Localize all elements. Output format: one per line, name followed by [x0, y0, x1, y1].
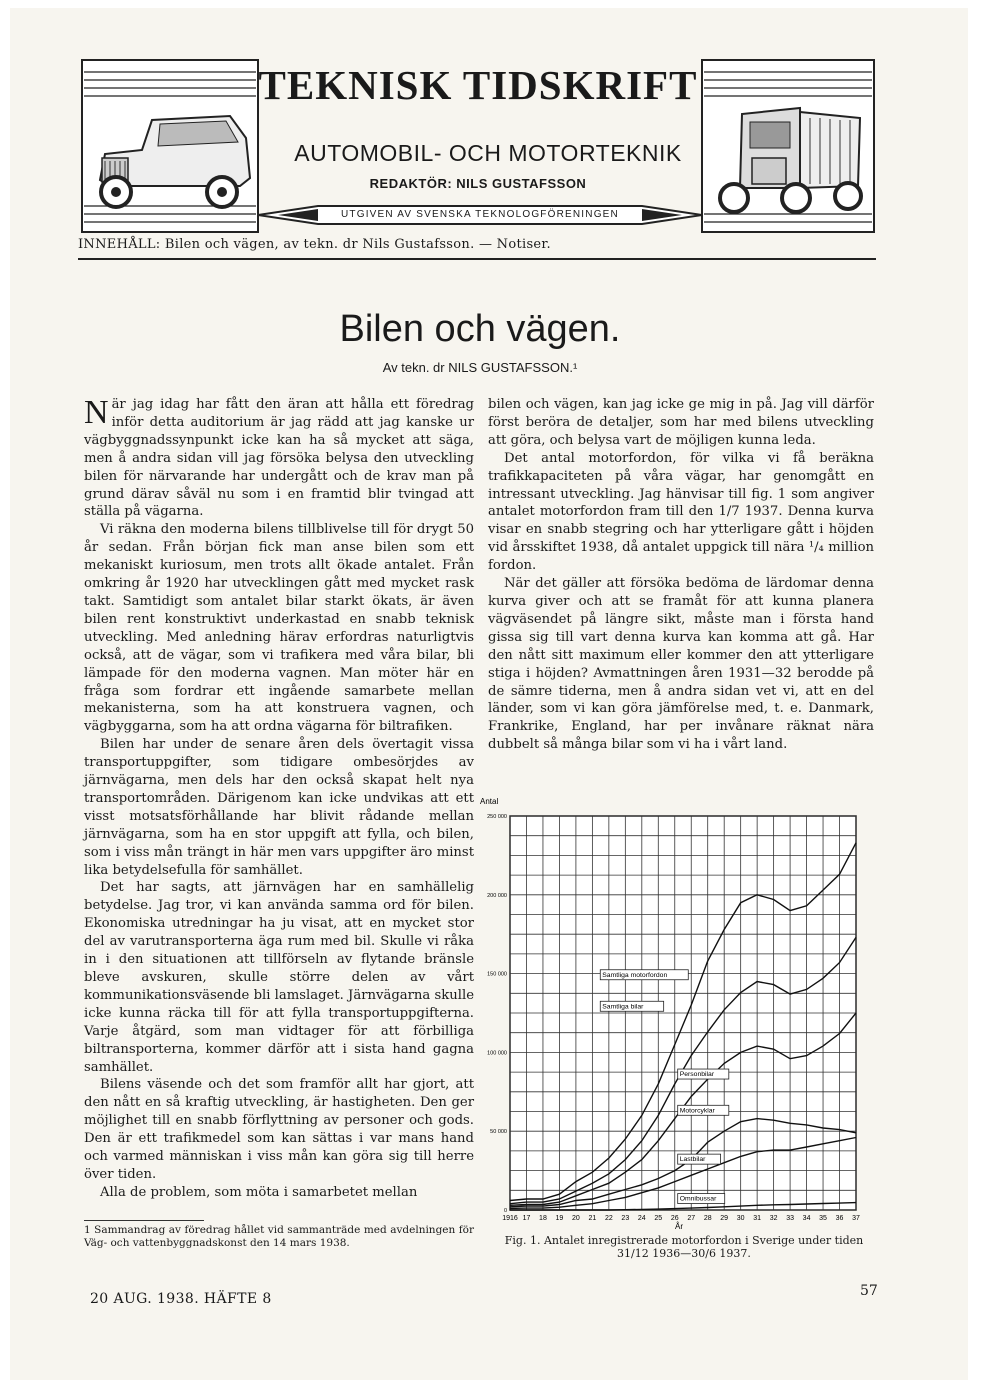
- vehicle-registration-chart: [476, 792, 876, 1232]
- paragraph: Det har sagts, att järnvägen har en samhällelig betydelse. Jag tror, vi kan använda samma ord för bilen. Ekonomiska utredningar ha ju visat, att en mycket stor del av varutransporterna äga rum med bil. Skulle vi råka in i den situationen att tillförseln av flytande bränsle bleve avskuren, skulle större delen av vårt kommunikationsväsende bli lamslaget. Järnvägarna skulle icke kunna räcka till för att fylla transportuppgifterna. Varje åtgärd, som man vidtager för att förbilliga biltransporterna, kommer därför att i sista hand gagna samhället.: [84, 880, 474, 1075]
- left-column: [84, 396, 474, 1202]
- x-tick-label: 17: [522, 1215, 531, 1222]
- y-tick-label: 100 000: [487, 1050, 507, 1057]
- series-label: Omnibussar: [679, 1195, 717, 1203]
- figure-caption: Fig. 1. Antalet inregistrerade motorfordon i Sverige under tiden 31/12 1936—30/6 1937.: [504, 1234, 864, 1260]
- table-of-contents: INNEHÅLL: Bilen och vägen, av tekn. dr Nils Gustafsson. — Notiser.: [78, 237, 551, 252]
- paragraph: Alla de problem, som möta i samarbetet mellan: [100, 1184, 418, 1200]
- y-tick-label: 200 000: [487, 892, 507, 899]
- y-tick-label: 150 000: [487, 971, 507, 978]
- car-illustration-left: [80, 58, 260, 236]
- page-number: 57: [860, 1283, 878, 1299]
- masthead-subtitle: AUTOMOBIL- OCH MOTORTEKNIK: [294, 140, 682, 166]
- paragraph: När det gäller att försöka bedöma de lärdomar denna kurva giver och att se framåt för att kunna planera vägväsendet på längre sikt, måste man i första hand gissa sig till vart denna kurva kan komma att gå. Har den nått sitt maximum eller kommer den att ytterligare stiga i höjden? Avmattningen åren 1931—32 berodde på de sämre tiderna, men å andra sidan vet vi, att en del länder, som vi kan göra jämförelse med, t. e. Danmark, Frankrike, England, har per invånare räknat nära dubbelt så många bilar som vi ha i vårt land.: [488, 576, 874, 753]
- x-tick-label: 28: [703, 1215, 712, 1222]
- y-tick-label: 0: [503, 1208, 507, 1214]
- masthead-publisher: UTGIVEN AV SVENSKA TEKNOLOGFÖRENINGEN: [341, 209, 619, 220]
- paragraph: Vi räkna den moderna bilens tillblivelse till för drygt 50 år sedan. Från början fick man anse bilen som ett mekaniskt kuriosum, men trots allt ökade antalet. Från omkring år 1920 har utvecklingen gått med mycket rask takt. Samtidigt som antalet bilar starkt ökats, är även bilen rent konstruktivt underkastad en snabb teknisk utveckling. Med anledning härav erfordras naturligtvis också, att de vägar, som vi trafikera med våra bilar, bli lämpade för den moderna vagnen. Man möter här en fråga som fordrar ett ingående samarbete mellan mekanisterna, som ha att konstruera vagnen, och vägbyggarna, som ha att ordna vägarna för biltrafiken.: [84, 522, 474, 735]
- paragraph: När jag idag har fått den äran att hålla ett föredrag inför detta auditorium är jag rädd att jag kanske ur vägbyggnadssynpunkt icke kan ha så mycket att säga, men å andra sidan vill jag försöka belysa den utveckling bilen för närvarande har undergått och de krav man på grund därav såväl nu som i en framtid blir tvingad att ställa på vägarna.: [84, 394, 474, 520]
- y-tick-label: 250 000: [487, 814, 507, 820]
- footnote: 1 Sammandrag av föredrag hållet vid sammanträde med avdelningen för Väg- och vattenbyggnadskonst den 14 mars 1938.: [84, 1224, 474, 1249]
- x-tick-label: 31: [753, 1215, 762, 1222]
- x-tick-label: 25: [654, 1215, 663, 1222]
- y-axis-label: Antal: [480, 797, 499, 806]
- issue-info: 20 AUG. 1938. HÄFTE 8: [90, 1291, 272, 1307]
- paragraph: Det antal motorfordon, för vilka vi få beräkna trafikkapaciteten på våra vägar, har genomgått en intressant utveckling. Jag hänvisar till fig. 1 som angiver antalet motorfordon fram till den 1/7 1937. Denna kurva visar en snabb stegring och har ytterligare gått i höjden vid årsskiftet 1938, då antalet uppgick till nära ¹/₄ million fordon.: [488, 450, 874, 574]
- article-title: Bilen och vägen.: [339, 308, 621, 350]
- x-tick-label: 29: [720, 1215, 729, 1222]
- x-tick-label: 35: [819, 1215, 827, 1222]
- x-tick-label: 18: [539, 1215, 547, 1222]
- header-divider: [78, 258, 876, 260]
- paragraph: Bilens väsende och det som framför allt har gjort, att den nått en så kraftig utveckling, är hastigheten. Den ger möjlighet till en snabb förflyttning av personer och gods. Den är ett trafikmedel som kan sättas i var mans hand och varmed människan i viss mån kan göra sig till herre över tiden.: [84, 1077, 474, 1182]
- footnote-rule: [84, 1220, 204, 1221]
- masthead-title: TEKNISK TIDSKRIFT: [258, 62, 698, 108]
- x-tick-label: 26: [670, 1215, 679, 1222]
- x-tick-label: 24: [637, 1215, 646, 1222]
- x-tick-label: 33: [786, 1215, 794, 1222]
- x-tick-label: 21: [588, 1215, 597, 1222]
- x-tick-label: 32: [769, 1215, 778, 1222]
- series-label: Lastbilar: [679, 1156, 706, 1164]
- x-tick-label: 20: [572, 1215, 580, 1222]
- right-column: [488, 396, 874, 754]
- x-tick-label: 22: [604, 1215, 613, 1222]
- y-tick-label: 50 000: [490, 1129, 507, 1136]
- paragraph: bilen och vägen, kan jag icke ge mig in på. Jag vill därför först beröra de detaljer, som har med bilens utveckling att göra, och belysa vart de möjligen kunna leda.: [488, 397, 874, 448]
- series-label: Personbilar: [679, 1071, 715, 1079]
- x-tick-label: 36: [835, 1215, 844, 1222]
- x-tick-label: 34: [802, 1215, 811, 1222]
- x-tick-label: 30: [736, 1215, 745, 1222]
- x-tick-label: 1916: [502, 1215, 518, 1222]
- x-axis-label: År: [675, 1222, 683, 1231]
- dropcap: N: [84, 394, 109, 431]
- masthead-editor: REDAKTÖR: NILS GUSTAFSSON: [369, 176, 587, 191]
- paragraph: Bilen har under de senare åren dels övertagit vissa transportuppgifter, som tidigare ombesörjdes av järnvägarna, men dels har den också skapat helt nya transportområden. Därigenom kan icke undvikas att ett visst motsatsförhållande har blivit rådande mellan järnvägarna, som ha en stor uppgift att fylla, och bilen, som i viss mån trängt in här men vars uppgifter äro minst lika betydelsefulla för samhället.: [84, 737, 474, 878]
- series-label: Motorcyklar: [679, 1107, 715, 1115]
- series-label: Samtliga bilar: [602, 1003, 644, 1011]
- series-label: Samtliga motorfordon: [602, 971, 668, 979]
- article-byline: Av tekn. dr NILS GUSTAFSSON.¹: [382, 360, 578, 375]
- x-tick-label: 27: [687, 1215, 696, 1222]
- x-tick-label: 37: [852, 1215, 860, 1222]
- truck-illustration-right: [700, 58, 876, 236]
- x-tick-label: 23: [621, 1215, 630, 1222]
- x-tick-label: 19: [555, 1215, 564, 1222]
